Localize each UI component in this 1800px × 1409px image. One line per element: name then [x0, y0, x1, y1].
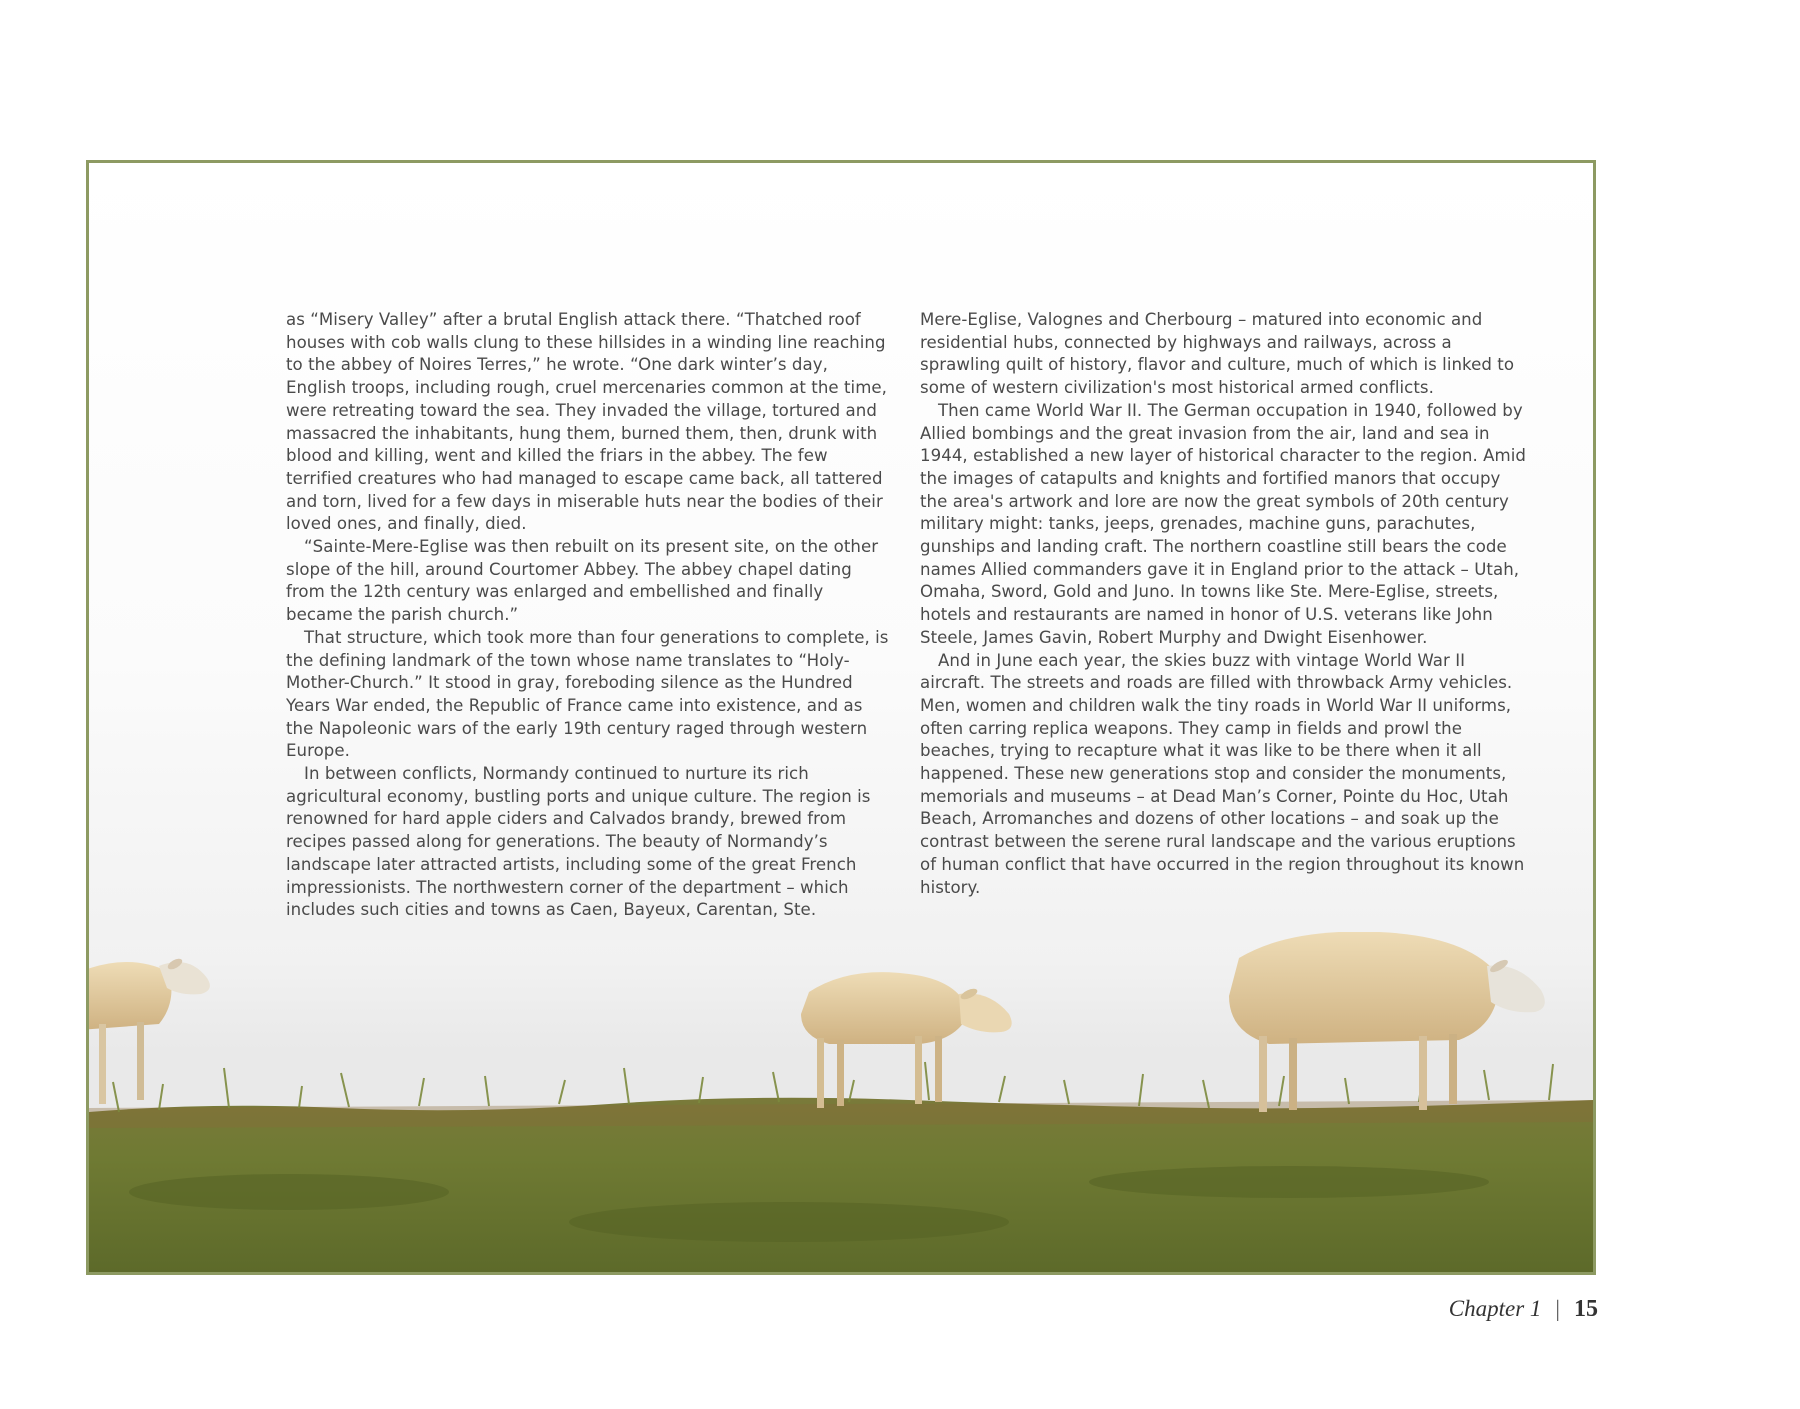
- paragraph: “Sainte-Mere-Eglise was then rebuilt on its present site, on the other slope of the hill, around Courtomer Abbey. The abbey chapel dating from the 12th century was enlarged and embellished and finally became the parish church.”: [286, 537, 879, 625]
- chapter-label: Chapter 1: [1448, 1296, 1542, 1321]
- column-right: [920, 309, 1526, 922]
- paragraph: And in June each year, the skies buzz with vintage World War II aircraft. The streets and roads are filled with throwback Army vehicles. Men, women and children walk the tiny roads in World War II uniforms, often carring replica weapons. They camp in fields and prowl the beaches, trying to recapture what it was like to be there when it all happened. These new generations stop and consider the monuments, memorials and museums – at Dead Man’s Corner, Pointe du Hoc, Utah Beach, Arromanches and dozens of other locations – and soak up the contrast between the serene rural landscape and the various eruptions of human conflict that have occurred in the region throughout its known history.: [920, 650, 1525, 897]
- sheep-grass-photo: [89, 932, 1593, 1272]
- sheep-center: [801, 972, 1012, 1108]
- page-footer: [1300, 1296, 1598, 1323]
- sheep-right: [1229, 932, 1545, 1112]
- photo-frame: [86, 160, 1596, 1275]
- paragraph: In between conflicts, Normandy continued to nurture its rich agricultural economy, bustling ports and unique culture. The region is renowned for hard apple ciders and Calvados brandy, brewed from recipes passed along for generations. The beauty of Normandy’s landscape later attracted artists, including some of the great French impressionists. The northwestern corner of the department – which includes such cities and towns as Caen, Bayeux, Carentan, Ste.: [286, 764, 871, 920]
- paragraph: Mere-Eglise, Valognes and Cherbourg – matured into economic and residential hubs, connected by highways and railways, across a sprawling quilt of history, flavor and culture, much of which is linked to some of western civilization's most historical armed conflicts.: [920, 310, 1515, 398]
- column-left: [286, 309, 892, 922]
- paragraph: That structure, which took more than four generations to complete, is the defining landmark of the town whose name translates to “Holy-Mother-Church.” It stood in gray, foreboding silence as the Hundred Years War ended, the Republic of France came into existence, and as the Napoleonic wars of the early 19th century raged through western Europe.: [286, 627, 889, 761]
- text-columns: [286, 309, 1526, 922]
- page-number: 15: [1574, 1296, 1598, 1322]
- paragraph: Then came World War II. The German occupation in 1940, followed by Allied bombings and the great invasion from the air, land and sea in 1944, established a new layer of historical character to the region. Amid the images of catapults and knights and fortified manors that occupy the area's artwork and lore are now the great symbols of 20th century military might: tanks, jeeps, grenades, machine guns, parachutes, gunships and landing craft. The northern coastline still bears the code names Allied commanders gave it in England prior to the attack – Utah, Omaha, Sword, Gold and Juno. In towns like Ste. Mere-Eglise, streets, hotels and restaurants are named in honor of U.S. veterans like John Steele, James Gavin, Robert Murphy and Dwight Eisenhower.: [920, 400, 1526, 647]
- footer-separator: |: [1555, 1296, 1560, 1321]
- sheep-left: [89, 957, 210, 1104]
- paragraph: as “Misery Valley” after a brutal English attack there. “Thatched roof houses with cob walls clung to these hillsides in a winding line reaching to the abbey of Noires Terres,” he wrote. “One dark winter’s day, English troops, including rough, cruel mercenaries common at the time, were retreating toward the sea. They invaded the village, tortured and massacred the inhabitants, hung them, burned them, then, drunk with blood and killing, went and killed the friars in the abbey. The few terrified creatures who had managed to escape came back, all tattered and torn, lived for a few days in miserable huts near the bodies of their loved ones, and finally, died.: [286, 310, 887, 534]
